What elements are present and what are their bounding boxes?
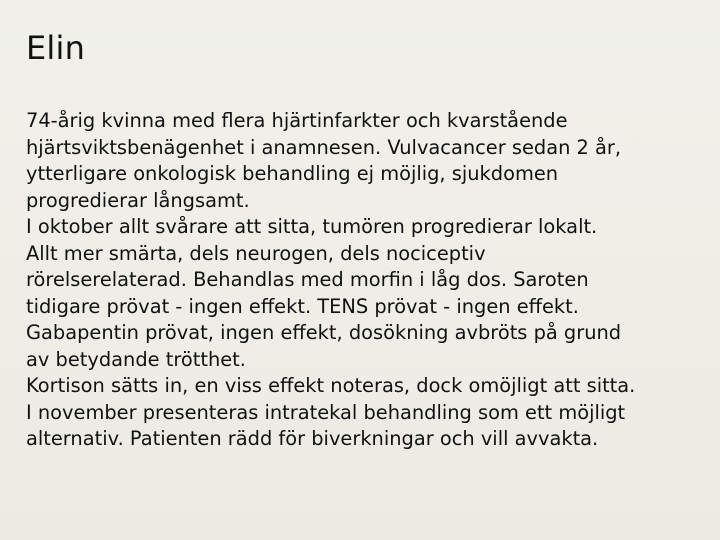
body-line: Kortison sätts in, en viss effekt noteras, dock omöjligt att sitta. bbox=[26, 374, 636, 397]
body-line: rörelserelaterad. Behandlas med morfin i låg dos. Saroten bbox=[26, 268, 589, 291]
body-line: av betydande trötthet. bbox=[26, 347, 246, 371]
slide-body-text bbox=[26, 108, 716, 453]
body-line: progredierar långsamt. bbox=[26, 188, 250, 212]
slide-title: Elin bbox=[26, 29, 86, 67]
body-line: I oktober allt svårare att sitta, tumören progredierar lokalt. bbox=[26, 215, 598, 238]
body-line: Allt mer smärta, dels neurogen, dels nociceptiv bbox=[26, 241, 486, 265]
body-line: I november presenteras intratekal behandling som ett möjligt bbox=[26, 400, 626, 424]
body-line: hjärtsviktsbenägenhet i anamnesen. Vulvacancer sedan 2 år, bbox=[26, 135, 622, 159]
body-line: tidigare prövat - ingen effekt. TENS prövat - ingen effekt. bbox=[26, 294, 579, 318]
body-line: alternativ. Patienten rädd för biverkningar och vill avvakta. bbox=[26, 427, 599, 450]
body-line: Gabapentin prövat, ingen effekt, dosökning avbröts på grund bbox=[26, 321, 622, 344]
body-line: 74-årig kvinna med flera hjärtinfarkter och kvarstående bbox=[26, 109, 568, 132]
body-line: ytterligare onkologisk behandling ej möjlig, sjukdomen bbox=[26, 162, 559, 185]
